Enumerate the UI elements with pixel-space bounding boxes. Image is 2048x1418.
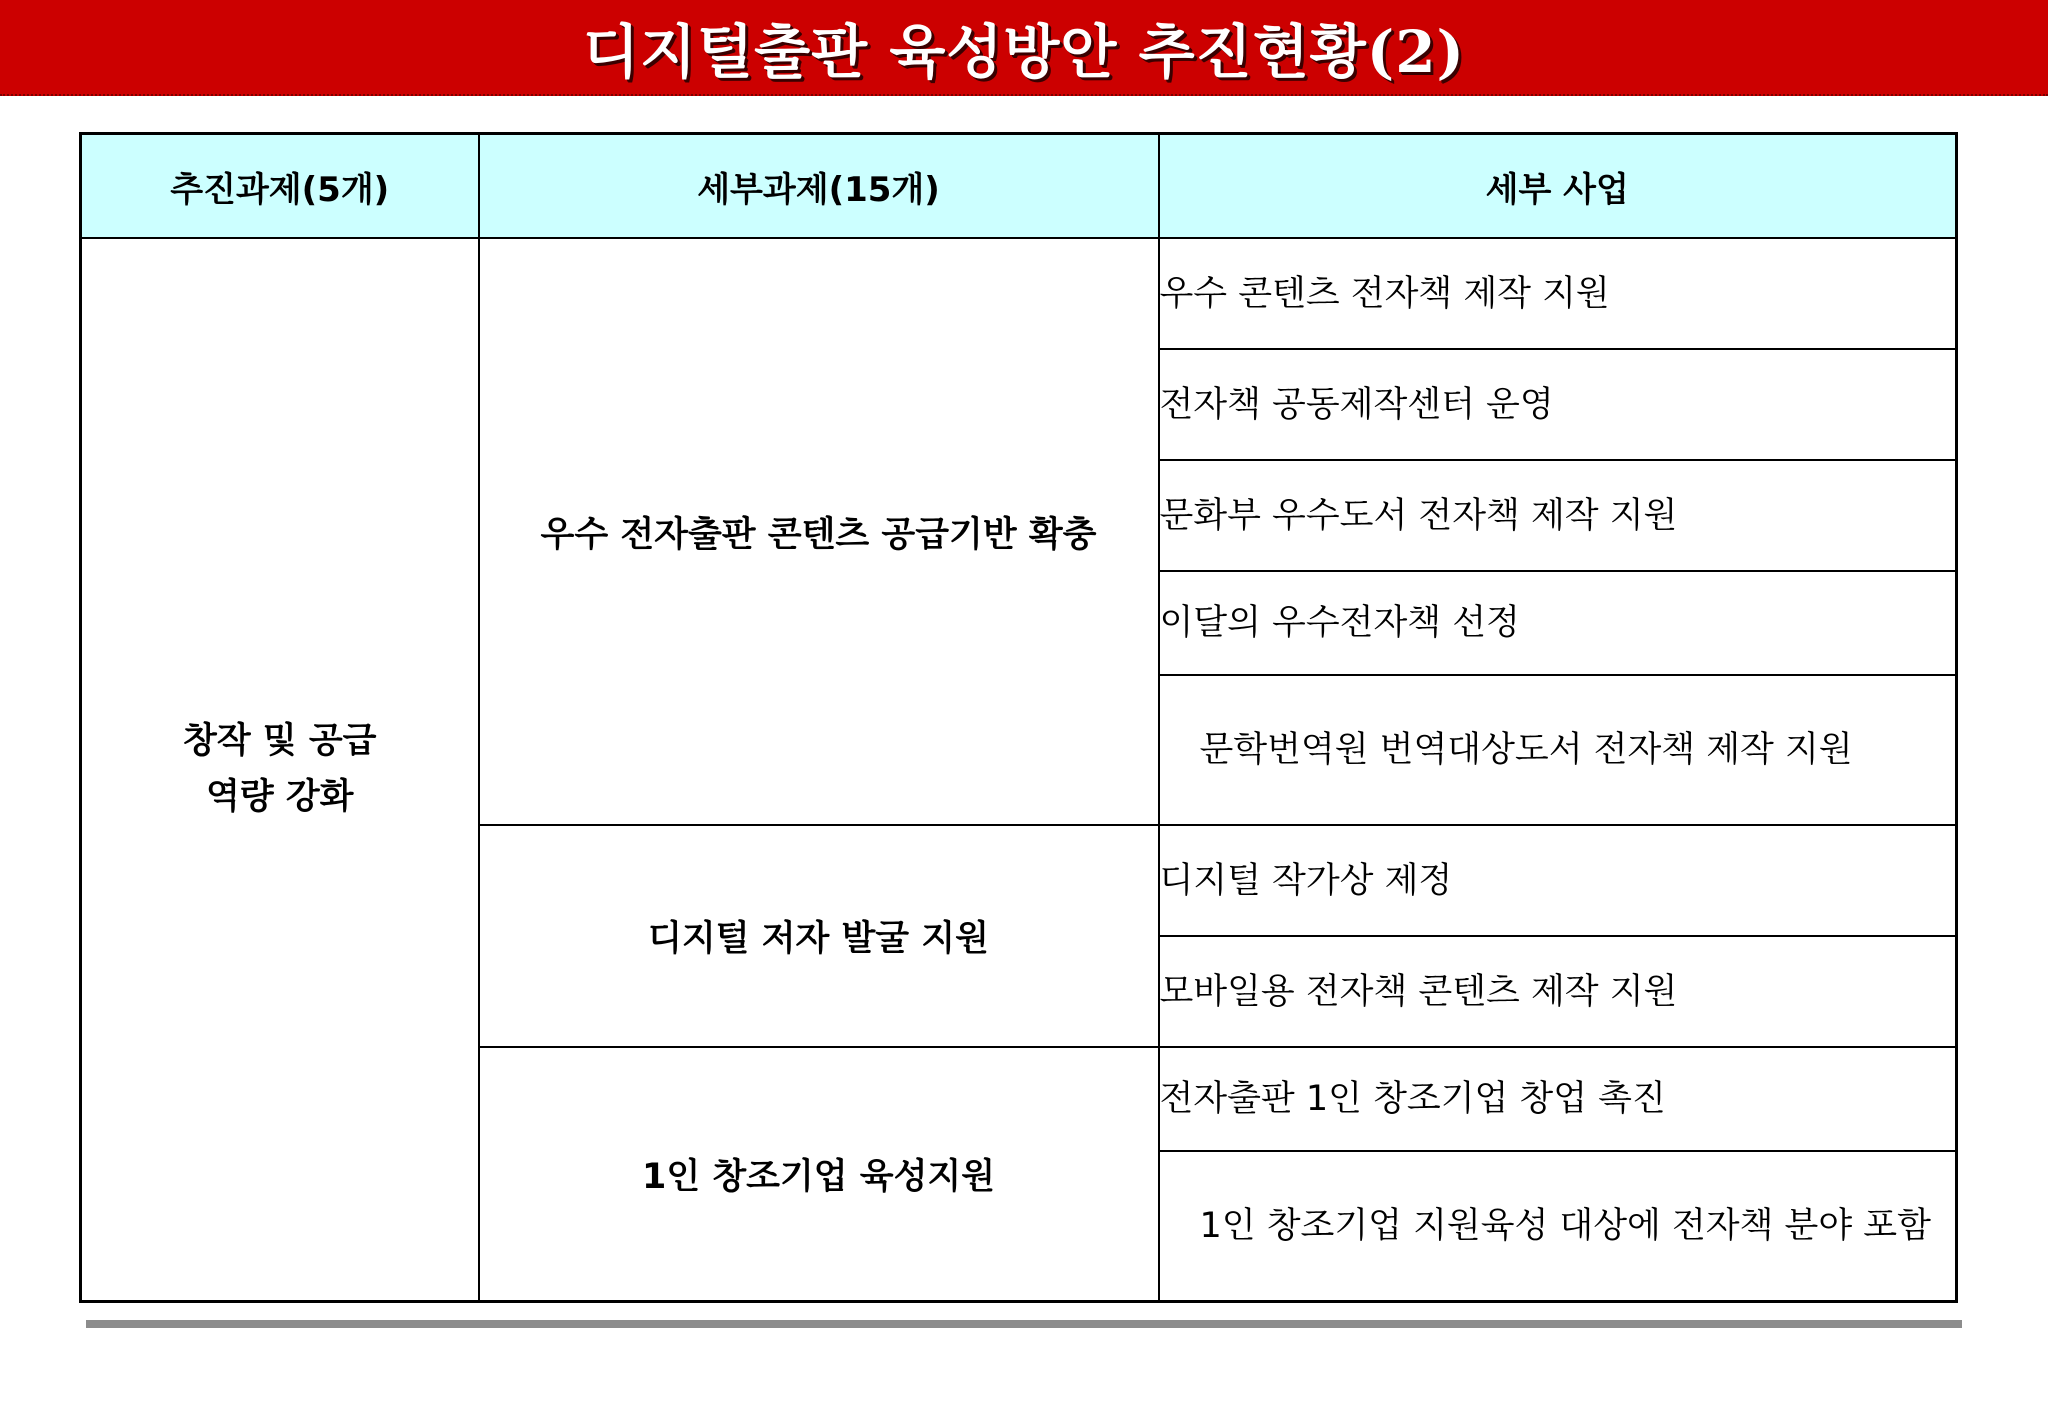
subtask-digital-author: 디지털 저자 발굴 지원 [479,825,1159,1047]
detail-item [1159,1151,1957,1301]
detail-item-text: 1인 창조기업 지원육성 대상에 전자책 분야 포함 [1199,1205,1931,1246]
table-header-row [81,134,1957,239]
header-detail: 세부 사업 [1159,134,1957,239]
page-title-suffix: (2) [1366,18,1465,86]
task-line-2: 역량 강화 [206,777,354,818]
progress-table [79,132,1958,1303]
subtask-one-person-enterprise: 1인 창조기업 육성지원 [479,1047,1159,1301]
detail-item: 전자출판 1인 창조기업 창업 촉진 [1159,1047,1957,1151]
task-cell [81,238,479,1301]
detail-item: 전자책 공동제작센터 운영 [1159,349,1957,460]
header-subtask: 세부과제(15개) [479,134,1159,239]
task-line-1: 창작 및 공급 [183,721,377,762]
detail-item: 문학번역원 번역대상도서 전자책 제작 지원 [1159,675,1957,825]
detail-item: 모바일용 전자책 콘텐츠 제작 지원 [1159,936,1957,1047]
page-title [583,5,1465,89]
detail-item: 우수 콘텐츠 전자책 제작 지원 [1159,238,1957,349]
subtask-content-supply: 우수 전자출판 콘텐츠 공급기반 확충 [479,238,1159,825]
detail-item: 디지털 작가상 제정 [1159,825,1957,936]
title-banner [0,0,2048,96]
detail-item: 이달의 우수전자책 선정 [1159,571,1957,675]
header-task: 추진과제(5개) [81,134,479,239]
table-row [81,238,1957,349]
page-title-main: 디지털출판 육성방안 추진현황 [583,18,1367,86]
bottom-divider [86,1320,1962,1328]
detail-item: 문화부 우수도서 전자책 제작 지원 [1159,460,1957,571]
